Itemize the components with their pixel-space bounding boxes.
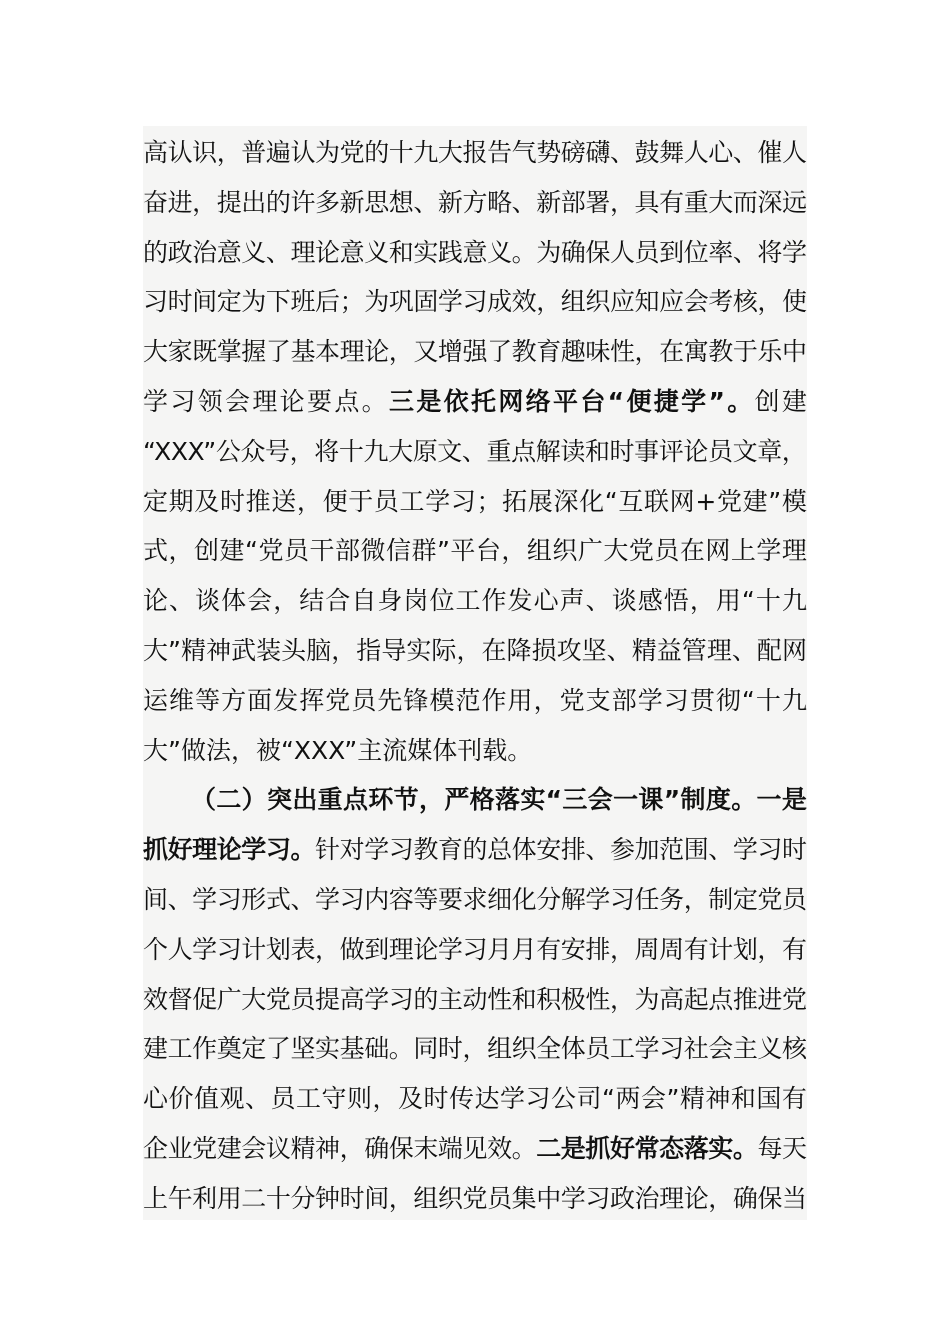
bold-text-segment: 抓好理论学习。	[143, 835, 316, 865]
text-segment: 效督促广大党员提高学习的主动性和积极性，为高起点推进党	[143, 984, 807, 1014]
text-line	[143, 327, 807, 377]
bold-text-segment: 三是依托网络平台“便捷学”。	[389, 387, 755, 416]
text-segment: 大家既掌握了基本理论，又增强了教育趣味性，在寓教于乐中	[143, 337, 807, 367]
text-segment: 大”精神武装头脑，指导实际，在降损攻坚、精益管理、配网	[143, 636, 807, 665]
text-line	[143, 477, 808, 527]
text-line	[143, 726, 532, 776]
text-line	[143, 975, 807, 1025]
document-page	[143, 126, 810, 1220]
text-line	[143, 825, 807, 875]
text-segment: 上午利用二十分钟时间，组织党员集中学习政治理论，确保当	[143, 1183, 807, 1213]
bold-text-segment: 二是抓好常态落实。	[536, 1134, 758, 1163]
text-line	[143, 277, 807, 327]
text-line	[143, 676, 808, 726]
text-segment: 运维等方面发挥党员先锋模范作用，党支部学习贯彻“十九	[143, 685, 808, 715]
text-segment: 间、学习形式、学习内容等要求细化分解学习任务，制定党员	[143, 885, 807, 914]
text-line	[143, 178, 807, 228]
text-line	[143, 576, 808, 626]
text-line	[143, 377, 809, 427]
text-segment: 高认识，普遍认为党的十九大报告气势磅礴、鼓舞人心、催人	[143, 138, 807, 167]
bold-text-segment: （二）突出重点环节，严格落实“三会一课”制度。一是	[191, 785, 808, 815]
text-segment: “XXX”公众号，将十九大原文、重点解读和时事评论员文章，	[143, 436, 807, 466]
text-segment: 奋进，提出的许多新思想、新方略、新部署，具有重大而深远	[143, 187, 807, 217]
text-line	[143, 427, 806, 477]
text-segment: 习时间定为下班后；为巩固学习成效，组织应知应会考核，使	[143, 287, 807, 317]
text-segment: 创建	[754, 387, 810, 416]
text-line	[143, 925, 807, 975]
text-segment: 企业党建会议精神，确保末端见效。	[143, 1134, 537, 1163]
text-line	[143, 526, 807, 576]
text-line	[143, 1174, 807, 1224]
text-line	[143, 128, 807, 178]
text-segment: 个人学习计划表，做到理论学习月月有安排，周周有计划，有	[143, 934, 807, 964]
text-segment: 定期及时推送，便于员工学习；拓展深化“互联网+党建”模	[143, 486, 808, 516]
text-segment: 针对学习教育的总体安排、参加范围、学习时	[315, 835, 807, 865]
text-segment: 每天	[757, 1134, 807, 1163]
paragraph-heading-line	[191, 775, 807, 825]
text-line	[143, 1074, 807, 1124]
text-segment: 式，创建“党员干部微信群”平台，组织广大党员在网上学理	[143, 536, 808, 566]
text-line	[143, 875, 807, 925]
text-segment: 学习领会理论要点。	[143, 387, 390, 416]
text-segment: 心价值观、员工守则，及时传达学习公司“两会”精神和国有	[143, 1084, 808, 1114]
text-segment: 论、谈体会，结合自身岗位工作发心声、谈感悟，用“十九	[143, 586, 808, 616]
text-line	[143, 1024, 807, 1074]
text-segment: 大”做法，被“XXX”主流媒体刊载。	[143, 735, 533, 765]
text-segment: 建工作奠定了坚实基础。同时，组织全体员工学习社会主义核	[143, 1034, 807, 1064]
text-line	[143, 626, 807, 676]
text-line	[143, 228, 807, 278]
text-line	[143, 1124, 807, 1174]
text-segment: 的政治意义、理论意义和实践意义。为确保人员到位率、将学	[143, 237, 807, 267]
